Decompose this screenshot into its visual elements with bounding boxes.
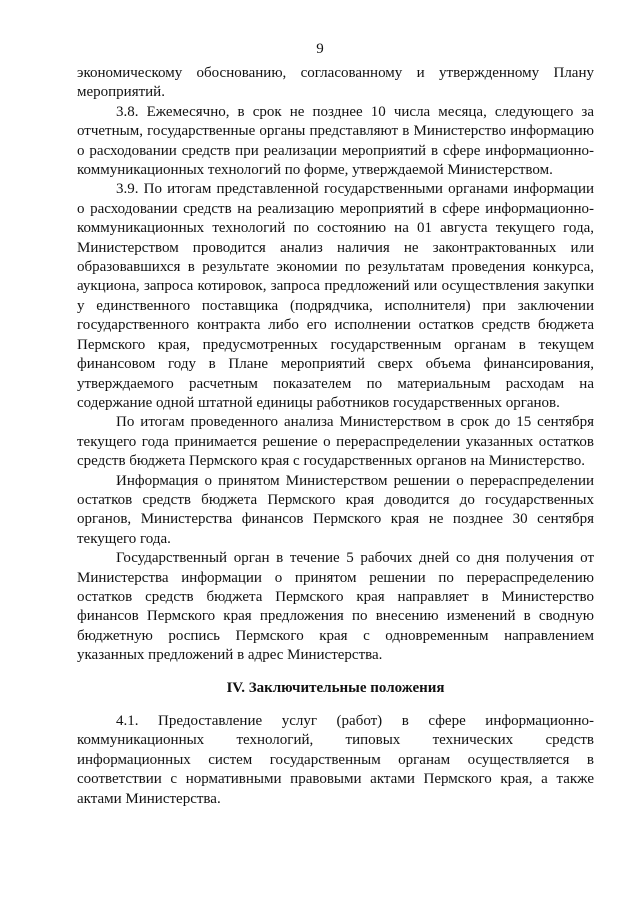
paragraph-continuation: экономическому обоснованию, согласованному и утвержденному Плану мероприятий. bbox=[77, 65, 594, 101]
page-number: 9 bbox=[316, 41, 324, 57]
paragraph-4-1: 4.1. Предоставление услуг (работ) в сфере информационно-коммуникационных технологий, типовых технических средств информационных систем государственным органам осуществляется в соответствии с нормативными правовыми актами Пермского края, а также актами Министерства. bbox=[77, 713, 594, 807]
section-heading: IV. Заключительные положения bbox=[226, 679, 445, 696]
paragraph-decision-notice: Информация о принятом Министерством решении о перераспределении остатков средств бюджета Пермского края доводится до государственных органов, Министерства финансов Пермского края не позднее 30 сентября текущего года. bbox=[77, 472, 594, 547]
paragraph-analysis-decision: По итогам проведенного анализа Министерством в срок до 15 сентября текущего года принимается решение о перераспределении указанных остатков средств бюджета Пермского края с государственных органов на Министерство. bbox=[77, 414, 594, 470]
paragraph-3-8: 3.8. Ежемесячно, в срок не позднее 10 числа месяца, следующего за отчетным, государственные органы представляют в Министерство информацию о расходовании средств при реализации мероприятий в сфере информационно-коммуникационных технологий по форме, утверждаемой Министерством. bbox=[77, 103, 594, 179]
paragraph-3-9: 3.9. По итогам представленной государственными органами информации о расходовании средств на реализацию мероприятий в сфере информационно-коммуникационных технологий по состоянию на 01 августа текущего года, Министерством проводится анализ наличия не законтрактованных или образовавшихся в результате экономии по результатам проведения конкурса, аукциона, запроса котировок, запроса предложений или осуществления закупки у единственного поставщика (подрядчика, исполнителя) при заключении государственного контракта либо его исполнении остатков средств бюджета Пермского края, предусмотренных государственным органам в текущем финансовом году в Плане мероприятий сверх объема финансирования, утверждаемого расчетным показателем по материальным расходам на содержание одной штатной единицы работников государственных органов. bbox=[77, 181, 594, 411]
document-body bbox=[77, 64, 594, 809]
paragraph-budget-proposals: Государственный орган в течение 5 рабочих дней со дня получения от Министерства информации о принятом решении по перераспределению остатков средств бюджета Пермского края направляет в Министерство финансов Пермского края предложения по внесению изменений в сводную бюджетную роспись Пермского края с одновременным направлением указанных предложений в адрес Министерства. bbox=[77, 550, 594, 664]
